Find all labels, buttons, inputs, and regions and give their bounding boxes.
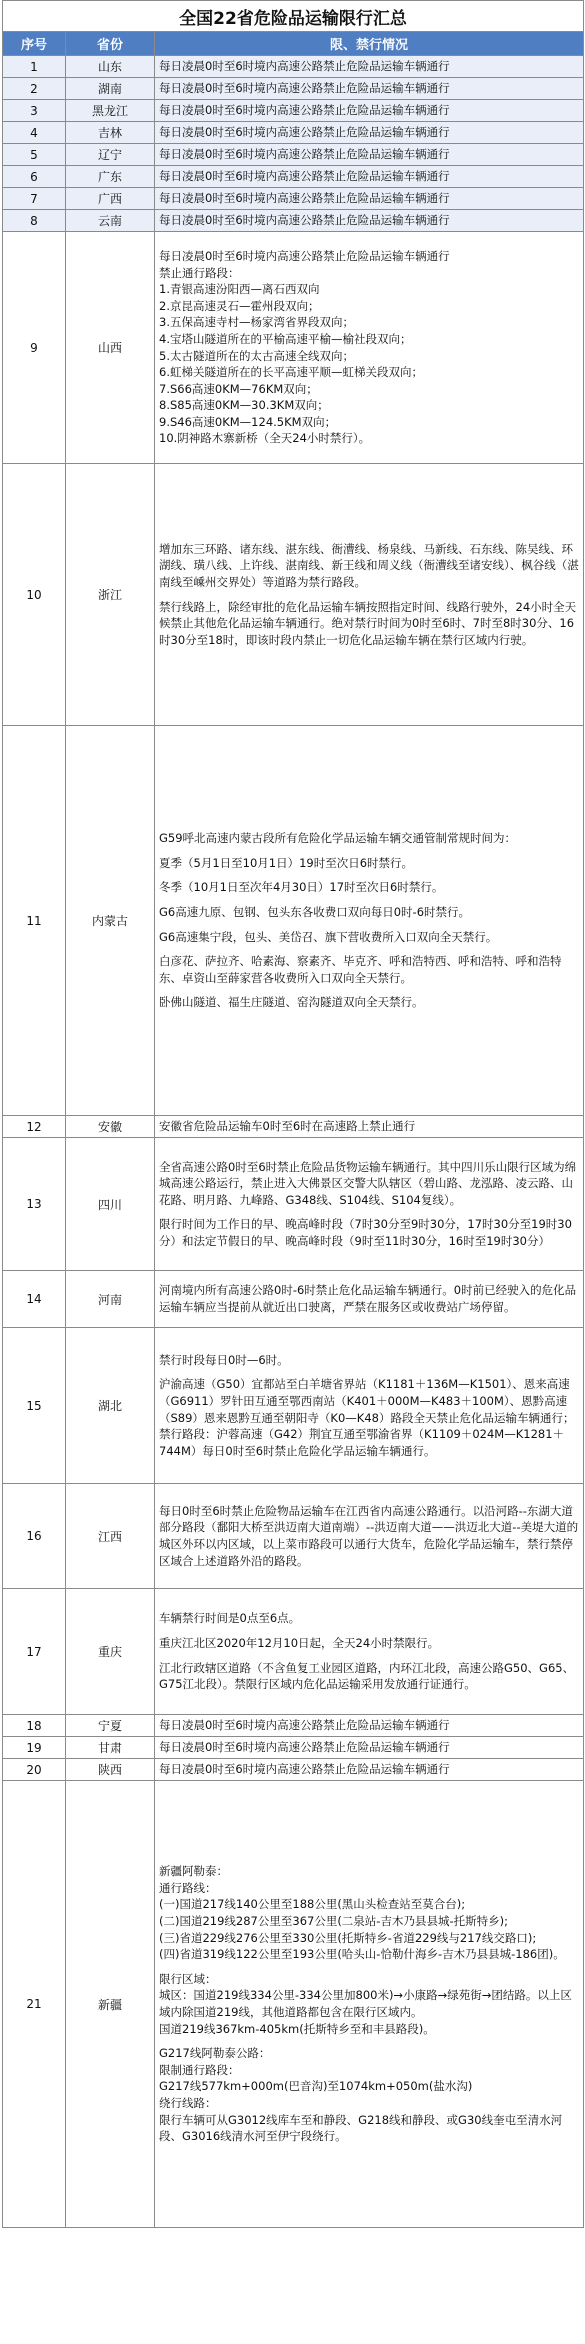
rule-line: 每日凌晨0时至6时境内高速公路禁止危险品运输车辆通行: [159, 248, 450, 263]
rule-line: 卧佛山隧道、福生庄隧道、窑沟隧道双向全天禁行。: [159, 995, 424, 1010]
rule-spacer: [159, 871, 579, 879]
row-seq: 8: [3, 210, 66, 232]
rule-line: 每日0时至6时禁止危险物品运输车在江西省内高速公路通行。以沿河路--东湖大道部分路段（鄱阳大桥至洪迈南大道南端）--洪迈南大道——洪迈北大道--美堤大道的城区外环以内区域，以上菜市路段可以通行大货车，危险化学品运输车，禁行禁停区域合上述道路外沿的路段。: [159, 1503, 579, 1568]
rule-line: 每日凌晨0时至6时境内高速公路禁止危险品运输车辆通行: [159, 59, 450, 74]
rule-line: 安徽省危险品运输车0时至6时在高速路上禁止通行: [159, 1119, 416, 1134]
rule-line: G217线577km+000m(巴音沟)至1074km+050m(盐水沟): [159, 2079, 473, 2094]
row-seq: 11: [3, 726, 66, 1116]
rule-spacer: [159, 1368, 579, 1376]
row-rule: [155, 56, 584, 78]
row-seq: 6: [3, 166, 66, 188]
row-rule: [155, 1715, 584, 1737]
row-seq: 13: [3, 1138, 66, 1271]
header-rule: 限、禁行情况: [155, 32, 584, 56]
row-province: 黑龙江: [66, 100, 155, 122]
row-seq: 5: [3, 144, 66, 166]
row-rule: [155, 232, 584, 464]
row-rule: [155, 1271, 584, 1328]
rule-line: 绕行线路：: [159, 2095, 217, 2110]
row-seq: 19: [3, 1737, 66, 1759]
rule-line: 增加东三环路、诸东线、湛东线、衙漕线、杨泉线、马新线、石东线、陈吴线、环湖线、璜八线、上许线、湛南线、新王线和周义线（衙漕线至诸安线）、枫谷线（湛南线至嵊州交界处）等道路为禁行路段。: [159, 541, 579, 589]
row-province: 甘肃: [66, 1737, 155, 1759]
rule-spacer: [159, 1627, 579, 1635]
table-row: [3, 78, 584, 100]
rule-line: 通行路线：: [159, 1880, 217, 1895]
row-rule: [155, 1759, 584, 1781]
rule-line: 每日凌晨0时至6时境内高速公路禁止危险品运输车辆通行: [159, 103, 450, 118]
row-seq: 18: [3, 1715, 66, 1737]
row-seq: 1: [3, 56, 66, 78]
rule-line: (一)国道217线140公里至188公里(黑山头检查站至莫合台);: [159, 1897, 466, 1912]
row-seq: 15: [3, 1328, 66, 1484]
row-seq: 16: [3, 1484, 66, 1589]
rule-line: 禁行线路上，除经审批的危化品运输车辆按照指定时间、线路行驶外，24小时全天候禁止其他危化品运输车辆通行。绝对禁行时间为0时至6时、7时至8时30分、16时30分至18时，即该时段内禁止一切危化品运输车辆在禁行区域内行驶。: [159, 599, 577, 647]
table-row: [3, 1116, 584, 1138]
row-rule: [155, 100, 584, 122]
table-row: [3, 122, 584, 144]
table-row: [3, 1271, 584, 1328]
table-row: [3, 232, 584, 464]
row-province: 安徽: [66, 1116, 155, 1138]
row-province: 广西: [66, 188, 155, 210]
row-province: 山东: [66, 56, 155, 78]
row-rule: [155, 78, 584, 100]
rule-spacer: [159, 2037, 579, 2045]
rule-line: G59呼北高速内蒙古段所有危险化学品运输车辆交通管制常规时间为：: [159, 831, 517, 846]
rule-spacer: [159, 945, 579, 953]
row-province: 湖北: [66, 1328, 155, 1484]
rule-line: 限行时间为工作日的早、晚高峰时段（7时30分至9时30分，17时30分至19时30分）和法定节假日的早、晚高峰时段（9时至11时30分，16时至19时30分）: [159, 1217, 572, 1248]
row-province: 河南: [66, 1271, 155, 1328]
rule-line: 4.宝塔山隧道所在的平榆高速平榆—榆社段双向；: [159, 331, 412, 346]
row-seq: 9: [3, 232, 66, 464]
table-row: [3, 1484, 584, 1589]
rule-line: 每日凌晨0时至6时境内高速公路禁止危险品运输车辆通行: [159, 191, 450, 206]
rule-spacer: [159, 1208, 579, 1216]
table-row: [3, 464, 584, 726]
row-province: 吉林: [66, 122, 155, 144]
rule-line: (三)省道229线276公里至330公里(托斯特乡-省道229线与217线交路口);: [159, 1930, 537, 1945]
row-rule: [155, 122, 584, 144]
row-seq: 10: [3, 464, 66, 726]
rule-line: 每日凌晨0时至6时境内高速公路禁止危险品运输车辆通行: [159, 147, 450, 162]
restriction-table: [2, 0, 584, 2228]
row-province: 辽宁: [66, 144, 155, 166]
rule-line: G6高速集宁段，包头、美岱召、旗下营收费所入口双向全天禁行。: [159, 929, 498, 944]
rule-line: 每日凌晨0时至6时境内高速公路禁止危险品运输车辆通行: [159, 1740, 450, 1755]
rule-line: 10.阴神路木寨新桥（全天24小时禁行）。: [159, 431, 371, 446]
rule-line: (四)省道319线122公里至193公里(哈头山-恰勒什海乡-吉木乃县县城-186团)。: [159, 1947, 565, 1962]
table-row: [3, 1737, 584, 1759]
rule-line: 夏季（5月1日至10月1日）19时至次日6时禁行。: [159, 855, 414, 870]
row-rule: [155, 1737, 584, 1759]
rule-line: 限制通行路段：: [159, 2062, 240, 2077]
row-province: 云南: [66, 210, 155, 232]
row-rule: [155, 166, 584, 188]
row-seq: 4: [3, 122, 66, 144]
rule-spacer: [159, 896, 579, 904]
table-row: [3, 1138, 584, 1271]
row-province: 陕西: [66, 1759, 155, 1781]
row-province: 宁夏: [66, 1715, 155, 1737]
row-province: 江西: [66, 1484, 155, 1589]
row-rule: [155, 1781, 584, 2228]
row-province: 重庆: [66, 1589, 155, 1715]
rule-line: 每日凌晨0时至6时境内高速公路禁止危险品运输车辆通行: [159, 1762, 450, 1777]
rule-line: 城区：国道219线334公里-334公里加800米)→小康路→绿苑街→团结路。以上区域内除国道219线，其他道路都包含在限行区域内。: [159, 1988, 572, 2019]
table-row: [3, 144, 584, 166]
table-row: [3, 56, 584, 78]
row-rule: [155, 1484, 584, 1589]
rule-line: 5.太古隧道所在的太古高速全线双向；: [159, 348, 354, 363]
header-province: 省份: [66, 32, 155, 56]
rule-line: 2.京昆高速灵石—霍州段双向；: [159, 298, 320, 313]
rule-line: 限行区域：: [159, 1971, 217, 1986]
row-rule: [155, 1116, 584, 1138]
row-province: 广东: [66, 166, 155, 188]
rule-spacer: [159, 986, 579, 994]
row-province: 浙江: [66, 464, 155, 726]
rule-line: (二)国道219线287公里至367公里(二泉站-吉木乃县县城-托斯特乡);: [159, 1914, 508, 1929]
row-province: 湖南: [66, 78, 155, 100]
rule-line: 重庆江北区2020年12月10日起，全天24小时禁限行。: [159, 1635, 440, 1650]
row-rule: [155, 1138, 584, 1271]
row-seq: 20: [3, 1759, 66, 1781]
row-province: 内蒙古: [66, 726, 155, 1116]
rule-line: 车辆禁行时间是0点至6点。: [159, 1611, 301, 1626]
rule-line: 禁止通行路段：: [159, 265, 240, 280]
rule-line: 每日凌晨0时至6时境内高速公路禁止危险品运输车辆通行: [159, 169, 450, 184]
rule-line: 江北行政辖区道路（不含鱼复工业园区道路，内环江北段，高速公路G50、G65、G75江北段）。禁限行区域内危化品运输采用发放通行证通行。: [159, 1660, 575, 1692]
row-province: 山西: [66, 232, 155, 464]
rule-line: 白彦花、萨拉齐、哈素海、察素齐、毕克齐、呼和浩特西、呼和浩特、呼和浩特东、卓资山至薛家营各收费所入口双向全天禁行。: [159, 954, 562, 985]
table-row: [3, 726, 584, 1116]
rule-line: 河南境内所有高速公路0时-6时禁止危化品运输车辆通行。0时前已经驶入的危化品运输车辆应当提前从就近出口驶离，严禁在服务区或收费站广场停留。: [159, 1283, 577, 1314]
table-row: [3, 166, 584, 188]
row-seq: 2: [3, 78, 66, 100]
header-seq: 序号: [3, 32, 66, 56]
rule-line: 6.虹梯关隧道所在的长平高速平顺—虹梯关段双向；: [159, 365, 423, 380]
rule-spacer: [159, 591, 579, 599]
rule-line: 全省高速公路0时至6时禁止危险品货物运输车辆通行。其中四川乐山限行区域为绵城高速公路运行，禁止进入大佛景区交警大队辖区（碧山路、龙泓路、凌云路、山花路、明月路、九峰路、G348线、S104线、S104复线）。: [159, 1159, 577, 1207]
table-row: [3, 1759, 584, 1781]
table-row: [3, 1781, 584, 2228]
rule-line: 每日凌晨0时至6时境内高速公路禁止危险品运输车辆通行: [159, 81, 450, 96]
rule-line: 每日凌晨0时至6时境内高速公路禁止危险品运输车辆通行: [159, 125, 450, 140]
row-rule: [155, 144, 584, 166]
rule-line: 1.青银高速汾阳西—离石西双向: [159, 282, 320, 297]
table-row: [3, 1715, 584, 1737]
table-row: [3, 210, 584, 232]
rule-line: 每日凌晨0时至6时境内高速公路禁止危险品运输车辆通行: [159, 213, 450, 228]
rule-line: 3.五保高速寺村—杨家湾省界段双向；: [159, 315, 354, 330]
table-row: [3, 188, 584, 210]
row-seq: 12: [3, 1116, 66, 1138]
row-rule: [155, 464, 584, 726]
row-seq: 21: [3, 1781, 66, 2228]
rule-spacer: [159, 1652, 579, 1660]
rule-spacer: [159, 921, 579, 929]
rule-line: 国道219线367km-405km(托斯特乡至和丰县路段)。: [159, 2021, 435, 2036]
row-seq: 14: [3, 1271, 66, 1328]
rule-line: 每日凌晨0时至6时境内高速公路禁止危险品运输车辆通行: [159, 1718, 450, 1733]
rule-line: G217线阿勒泰公路：: [159, 2046, 271, 2061]
table-header-row: [3, 32, 584, 56]
row-seq: 17: [3, 1589, 66, 1715]
row-province: 新疆: [66, 1781, 155, 2228]
rule-line: 冬季（10月1日至次年4月30日）17时至次日6时禁行。: [159, 880, 444, 895]
rule-line: G6高速九原、包钢、包头东各收费口双向每日0时-6时禁行。: [159, 904, 471, 919]
row-rule: [155, 188, 584, 210]
rule-line: 7.S66高速0KM—76KM双向；: [159, 381, 318, 396]
rule-line: 限行车辆可从G3012线库车至和静段、G218线和静段、或G30线奎屯至清水河段、G3016线清水河至伊宁段绕行。: [159, 2112, 563, 2144]
row-province: 四川: [66, 1138, 155, 1271]
row-rule: [155, 1328, 584, 1484]
row-seq: 3: [3, 100, 66, 122]
row-seq: 7: [3, 188, 66, 210]
rule-line: 9.S46高速0KM—124.5KM双向；: [159, 414, 337, 429]
rule-line: 沪渝高速（G50）宜都站至白羊塘省界站（K1181＋136M—K1501）、恩来高速（G6911）罗针田互通至鄂西南站（K401＋000M—K483＋100M）、恩黔高速（S89）恩来恩黔互通至朝阳寺（K0—K48）路段全天禁止危化品运输车辆通行；禁行路段：沪蓉高速（G42）荆宜互通至鄂渝省界（K1109＋024M—K1281＋744M）每日0时至6时禁止危险化学品运输车辆通行。: [159, 1377, 575, 1458]
row-rule: [155, 726, 584, 1116]
row-rule: [155, 210, 584, 232]
rule-spacer: [159, 847, 579, 855]
table-title: 全国22省危险品运输限行汇总: [3, 1, 584, 32]
rule-line: 新疆阿勒泰：: [159, 1864, 228, 1879]
table-row: [3, 100, 584, 122]
rule-line: 8.S85高速0KM—30.3KM双向；: [159, 398, 329, 413]
table-body: [3, 56, 584, 2228]
rule-spacer: [159, 1963, 579, 1971]
table-row: [3, 1328, 584, 1484]
row-rule: [155, 1589, 584, 1715]
table-row: [3, 1589, 584, 1715]
rule-line: 禁行时段每日0时—6时。: [159, 1352, 289, 1367]
